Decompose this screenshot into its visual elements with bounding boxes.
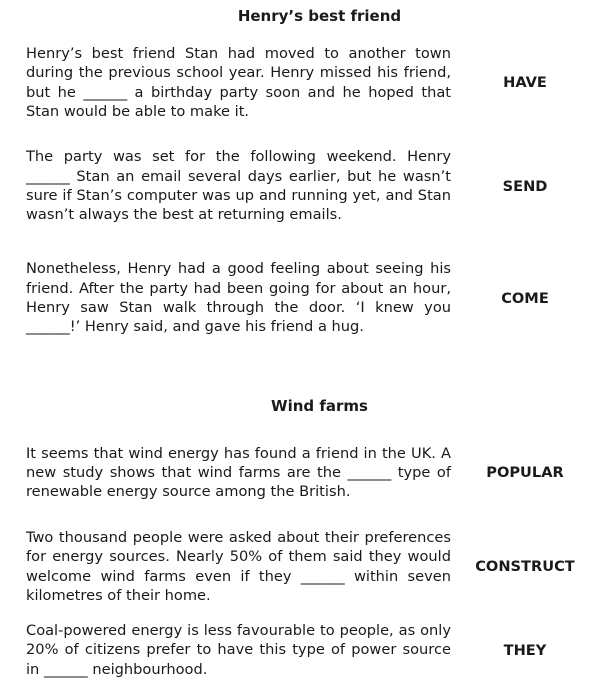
section-title: Henry’s best friend [237, 7, 402, 25]
exercise-item [26, 44, 591, 121]
exercise-text: Coal-powered energy is less favourable to people, as only 20% of citizens prefer to have this type of power source in ______ neighbourhood. [26, 622, 451, 678]
exercise-keyword: THEY [503, 641, 547, 659]
exercise-text: It seems that wind energy has found a friend in the UK. A new study shows that wind farms are the ______ type of renewable energy source among the British. [26, 444, 451, 501]
exercise-text: Henry’s best friend Stan had moved to another town during the previous school year. Henry missed his friend, but he ______ a birthday party soon and he hoped that Stan would be able to make it. [26, 44, 451, 120]
exercise-keyword: CONSTRUCT [475, 558, 575, 575]
exercise-item [26, 434, 591, 511]
exercise-keyword: POPULAR [486, 464, 564, 481]
exercise-keyword: SEND [502, 177, 548, 195]
exercise-item [26, 528, 591, 605]
section-title: Wind farms [271, 397, 368, 415]
exercise-item [26, 621, 591, 679]
exercise-keyword: HAVE [503, 74, 547, 91]
exercise-keyword: COME [501, 289, 549, 307]
exercise-text: Two thousand people were asked about their preferences for energy sources. Nearly 50% of them said they would welcome wind farms even if they ______ within seven kilometres of their home. [26, 528, 451, 604]
exercise-text: The party was set for the following weekend. Henry ______ Stan an email several days earlier, but he wasn’t sure if Stan’s computer was up and running yet, and Stan wasn’t always the best at returning emails. [26, 148, 451, 224]
exercise-item [26, 250, 591, 346]
exercise-item [26, 138, 591, 234]
exercise-text: Nonetheless, Henry had a good feeling about seeing his friend. After the party had been going for about an hour, Henry saw Stan walk through the door. ‘I knew you ______!’ Henry said, and gave his friend a hug. [26, 260, 451, 336]
